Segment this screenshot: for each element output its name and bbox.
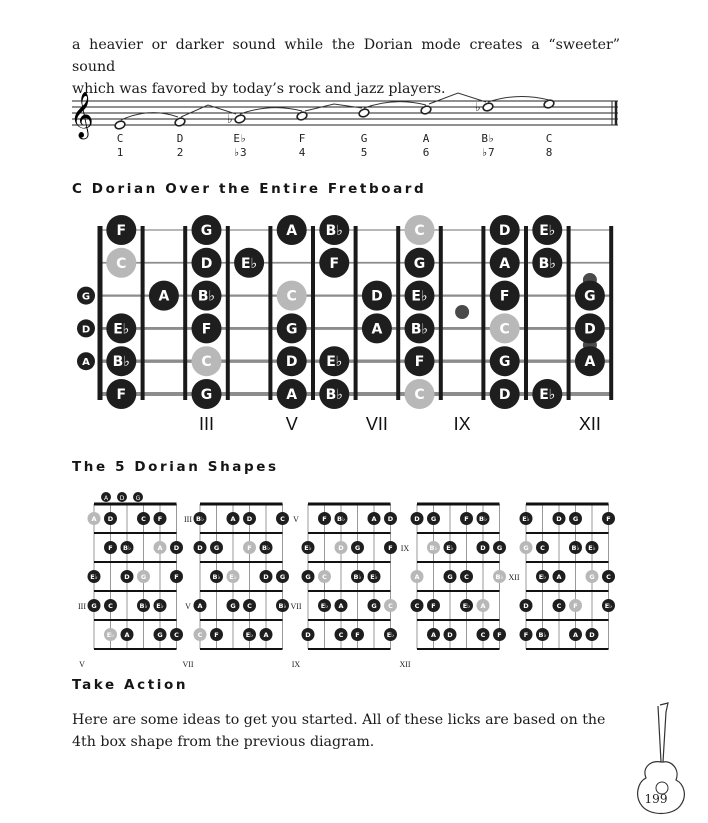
- dorian-shapes-diagram: [0, 488, 707, 669]
- note-label: B♭: [571, 544, 580, 552]
- note-label: D: [584, 321, 596, 338]
- note-label: D: [498, 387, 511, 403]
- note-label: D: [200, 255, 213, 272]
- note-label: C: [197, 631, 203, 639]
- note-label: A: [414, 573, 420, 581]
- position-marker-label: XII: [578, 414, 601, 434]
- scale-degree-label: 5: [360, 146, 368, 159]
- note-label: E♭: [588, 544, 596, 552]
- note-name-label: A: [422, 132, 430, 145]
- note-label: C: [414, 602, 420, 610]
- note-label: D: [523, 602, 529, 610]
- note-label: F: [464, 515, 469, 523]
- note-label: B♭: [325, 387, 343, 403]
- fret-dot-icon: [455, 305, 469, 319]
- open-string-label: G: [81, 291, 91, 303]
- note-label: D: [285, 354, 298, 371]
- note-label: B♭: [195, 515, 205, 523]
- note-label: D: [124, 573, 130, 581]
- note-label: F: [322, 515, 327, 523]
- note-label: A: [480, 602, 486, 610]
- note-label: G: [496, 544, 503, 552]
- note-label: B♭: [261, 544, 271, 552]
- note-label: A: [556, 573, 562, 581]
- position-marker-label: VII: [182, 660, 194, 669]
- scale-degree-label: 1: [116, 146, 124, 159]
- open-string-label: A: [103, 495, 109, 502]
- note-label: F: [431, 602, 436, 610]
- note-label: G: [213, 544, 220, 552]
- note-label: B♭: [112, 354, 130, 371]
- note-label: B♭: [353, 573, 362, 581]
- note-label: G: [413, 255, 426, 272]
- staff-note-head: [482, 102, 494, 112]
- note-label: F: [499, 288, 510, 305]
- note-label: G: [140, 573, 147, 581]
- note-label: E♭: [113, 321, 130, 338]
- note-label: C: [499, 321, 510, 338]
- page-number: 199: [644, 792, 668, 806]
- note-label: A: [371, 515, 377, 523]
- note-label: F: [174, 573, 179, 581]
- music-staff: [0, 0, 707, 170]
- scale-degree-label: 8: [545, 146, 553, 159]
- note-label: D: [371, 288, 383, 305]
- note-label: D: [246, 515, 253, 523]
- position-marker-label: V: [285, 414, 298, 434]
- note-label: B♭: [197, 288, 216, 305]
- flat-sign-icon: ♭: [227, 112, 233, 126]
- section-heading-take-action: Take Action: [72, 677, 189, 693]
- note-label: B♭: [336, 515, 346, 523]
- note-label: G: [157, 631, 163, 639]
- note-label: D: [173, 544, 180, 552]
- note-label: B♭: [212, 573, 221, 581]
- note-label: C: [247, 602, 252, 610]
- note-label: E♭: [229, 573, 237, 581]
- note-label: C: [280, 515, 285, 523]
- note-label: A: [572, 631, 579, 639]
- position-marker-label: VII: [290, 602, 302, 611]
- note-label: E♭: [90, 573, 98, 581]
- note-label: G: [430, 515, 437, 523]
- scale-degree-label: ♭7: [481, 146, 495, 159]
- note-label: E♭: [446, 544, 454, 552]
- note-label: C: [480, 631, 486, 639]
- staff-note-head: [543, 99, 555, 109]
- note-label: D: [447, 631, 453, 639]
- note-label: B♭: [538, 631, 547, 639]
- note-label: D: [197, 544, 203, 552]
- note-label: C: [606, 573, 611, 581]
- note-label: B♭: [495, 573, 504, 581]
- note-label: B♭: [139, 602, 148, 610]
- scale-degree-label: 2: [176, 146, 184, 159]
- section-heading-shapes: The 5 Dorian Shapes: [72, 459, 279, 475]
- note-label: G: [589, 573, 595, 581]
- note-label: F: [108, 544, 113, 552]
- note-label: C: [286, 288, 297, 305]
- open-string-label: G: [135, 495, 141, 502]
- note-label: F: [116, 387, 127, 403]
- note-label: F: [355, 631, 360, 639]
- note-label: C: [141, 515, 146, 523]
- note-label: D: [107, 515, 114, 523]
- position-marker-label: V: [185, 602, 191, 611]
- flat-sign-icon: ♭: [475, 100, 481, 114]
- note-label: G: [447, 573, 453, 581]
- open-string-label: A: [82, 357, 90, 369]
- note-label: C: [414, 223, 425, 239]
- staff-note-head: [420, 105, 432, 115]
- note-label: E♭: [156, 602, 164, 610]
- scale-degree-label: ♭3: [233, 146, 247, 159]
- note-label: F: [201, 321, 212, 338]
- scale-degree-label: 6: [422, 146, 430, 159]
- section-heading-fretboard: C Dorian Over the Entire Fretboard: [72, 181, 427, 197]
- action-paragraph: [72, 709, 620, 753]
- note-label: A: [430, 631, 437, 639]
- note-label: B♭: [429, 544, 438, 552]
- note-label: F: [497, 631, 502, 639]
- note-label: C: [414, 387, 425, 403]
- note-label: E♭: [604, 602, 613, 610]
- note-label: E♭: [539, 223, 556, 239]
- position-marker-label: IX: [453, 414, 471, 434]
- note-label: E♭: [370, 573, 378, 581]
- note-label: A: [371, 321, 383, 338]
- note-label: G: [200, 387, 213, 403]
- note-label: E♭: [106, 631, 115, 639]
- note-label: D: [480, 544, 486, 552]
- note-label: C: [338, 631, 344, 639]
- note-label: F: [388, 544, 393, 552]
- dorian-shape-diagram: [182, 504, 289, 669]
- note-label: F: [157, 515, 163, 523]
- note-label: C: [322, 573, 327, 581]
- note-label: G: [498, 354, 511, 371]
- note-label: C: [540, 544, 545, 552]
- note-label: E♭: [245, 631, 254, 639]
- dorian-shape-diagram: [508, 504, 615, 649]
- position-marker-label: IX: [291, 660, 301, 669]
- note-label: F: [116, 223, 127, 239]
- note-name-label: D: [176, 132, 184, 145]
- note-label: A: [157, 544, 163, 552]
- note-label: F: [414, 354, 425, 371]
- note-label: F: [247, 544, 252, 552]
- note-label: G: [572, 515, 579, 523]
- note-label: B♭: [325, 223, 343, 239]
- note-label: C: [556, 602, 562, 610]
- note-label: D: [387, 515, 394, 523]
- fretboard-diagram: [0, 210, 707, 450]
- note-label: D: [589, 631, 595, 639]
- note-label: A: [286, 223, 298, 239]
- note-label: G: [523, 544, 529, 552]
- note-label: B♭: [478, 515, 488, 523]
- note-label: D: [556, 515, 562, 523]
- note-label: B♭: [410, 321, 429, 338]
- note-label: B♭: [278, 602, 287, 610]
- note-label: D: [263, 573, 269, 581]
- note-label: D: [414, 515, 420, 523]
- note-label: E♭: [411, 288, 428, 305]
- note-label: E♭: [326, 354, 343, 371]
- note-name-label: E♭: [233, 132, 247, 145]
- note-label: G: [230, 602, 236, 610]
- position-marker-label: VII: [365, 414, 388, 434]
- note-label: A: [584, 354, 596, 371]
- note-name-label: F: [298, 132, 306, 145]
- treble-clef-icon: 𝄞: [70, 92, 94, 138]
- note-label: A: [230, 515, 236, 523]
- staff-note-head: [234, 114, 246, 124]
- staff-note-head: [114, 120, 126, 130]
- position-marker-label: III: [198, 414, 215, 434]
- scale-degree-label: 4: [298, 146, 306, 159]
- staff-note-head: [174, 117, 186, 127]
- note-label: A: [124, 631, 130, 639]
- note-label: E♭: [386, 631, 395, 639]
- note-label: F: [523, 631, 529, 639]
- note-label: B♭: [538, 255, 556, 272]
- action-line: Here are some ideas to get you started. All of these licks are based on the: [72, 712, 606, 728]
- dorian-shape-diagram: [290, 504, 397, 669]
- staff-note-head: [358, 108, 370, 118]
- note-label: D: [498, 223, 511, 239]
- position-marker-label: III: [184, 515, 192, 524]
- note-label: G: [279, 573, 286, 581]
- staff-note-head: [296, 111, 308, 121]
- note-label: E♭: [241, 255, 258, 272]
- note-name-label: G: [360, 132, 368, 145]
- note-label: A: [263, 631, 269, 639]
- note-label: G: [354, 544, 361, 552]
- intro-line: which was favored by today’s rock and jazz players.: [72, 81, 446, 97]
- note-label: B♭: [122, 544, 132, 552]
- note-label: E♭: [304, 544, 312, 552]
- note-label: C: [174, 631, 179, 639]
- action-line: 4th box shape from the previous diagram.: [72, 734, 375, 750]
- note-label: G: [91, 602, 97, 610]
- note-label: A: [91, 515, 97, 523]
- note-label: A: [197, 602, 203, 610]
- note-label: F: [573, 602, 578, 610]
- note-label: A: [499, 255, 511, 272]
- intro-line: a heavier or darker sound while the Dorian mode creates a “sweeter” sound: [72, 37, 620, 75]
- note-name-label: B♭: [481, 132, 495, 145]
- position-marker-label: IX: [400, 544, 410, 553]
- note-label: E♭: [320, 602, 329, 610]
- note-label: G: [285, 321, 298, 338]
- note-label: A: [338, 602, 344, 610]
- position-marker-label: III: [78, 602, 86, 611]
- note-label: C: [464, 573, 469, 581]
- note-label: C: [116, 255, 127, 272]
- note-label: E♭: [522, 515, 530, 523]
- open-string-label: D: [81, 324, 91, 336]
- open-string-label: D: [119, 495, 125, 502]
- note-label: F: [606, 515, 611, 523]
- note-label: C: [201, 354, 212, 371]
- note-label: C: [388, 602, 393, 610]
- note-label: F: [214, 631, 219, 639]
- note-label: G: [200, 223, 213, 239]
- note-name-label: C: [116, 132, 124, 145]
- note-label: G: [584, 288, 596, 305]
- position-marker-label: XII: [399, 660, 411, 669]
- note-label: E♭: [538, 573, 547, 581]
- note-label: E♭: [462, 602, 471, 610]
- note-label: D: [305, 631, 311, 639]
- note-label: A: [158, 288, 170, 305]
- note-name-label: C: [545, 132, 553, 145]
- note-label: D: [338, 544, 344, 552]
- note-label: G: [305, 573, 311, 581]
- note-label: G: [371, 602, 377, 610]
- note-label: E♭: [539, 387, 556, 403]
- position-marker-label: V: [293, 515, 299, 524]
- position-marker-label: XII: [508, 573, 520, 582]
- note-label: A: [286, 387, 298, 403]
- position-marker-label: V: [79, 660, 85, 669]
- dorian-shape-diagram: [78, 492, 183, 669]
- note-label: F: [329, 255, 340, 272]
- note-label: C: [108, 602, 113, 610]
- dorian-shape-diagram: [399, 504, 506, 669]
